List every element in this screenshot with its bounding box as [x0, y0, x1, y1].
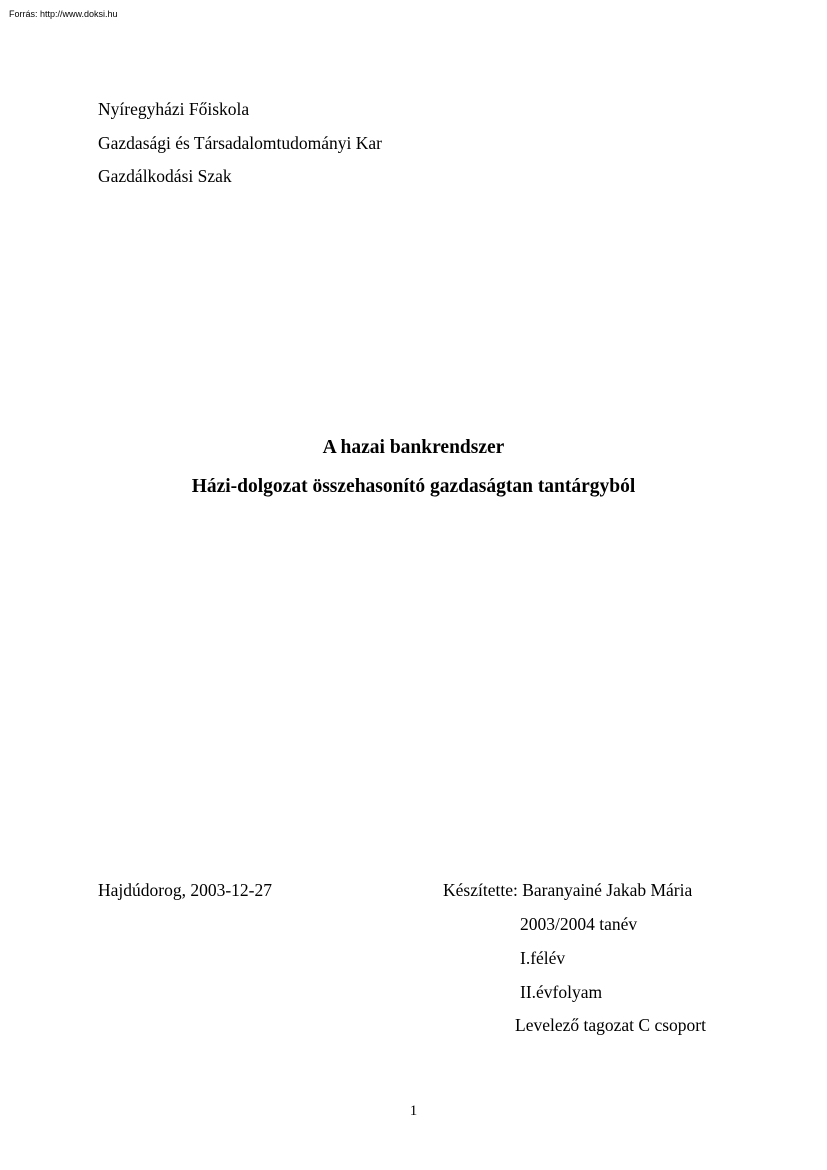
document-title: A hazai bankrendszer	[322, 437, 505, 458]
author-line: Készítette: Baranyainé Jakab Mária	[443, 880, 693, 900]
document-subtitle: Házi-dolgozat összehasonító gazdaságtan tantárgyból	[191, 476, 636, 497]
study-group: Levelező tagozat C csoport	[515, 1015, 706, 1035]
page-number: 1	[409, 1103, 418, 1119]
year-of-study: II.évfolyam	[520, 982, 603, 1002]
program-name: Gazdálkodási Szak	[98, 166, 232, 186]
faculty-name: Gazdasági és Társadalomtudományi Kar	[98, 133, 382, 153]
semester: I.félév	[520, 948, 566, 968]
source-note: Forrás: http://www.doksi.hu	[9, 9, 118, 19]
school-name: Nyíregyházi Főiskola	[98, 99, 250, 119]
place-date: Hajdúdorog, 2003-12-27	[98, 880, 273, 900]
academic-year: 2003/2004 tanév	[520, 914, 638, 934]
